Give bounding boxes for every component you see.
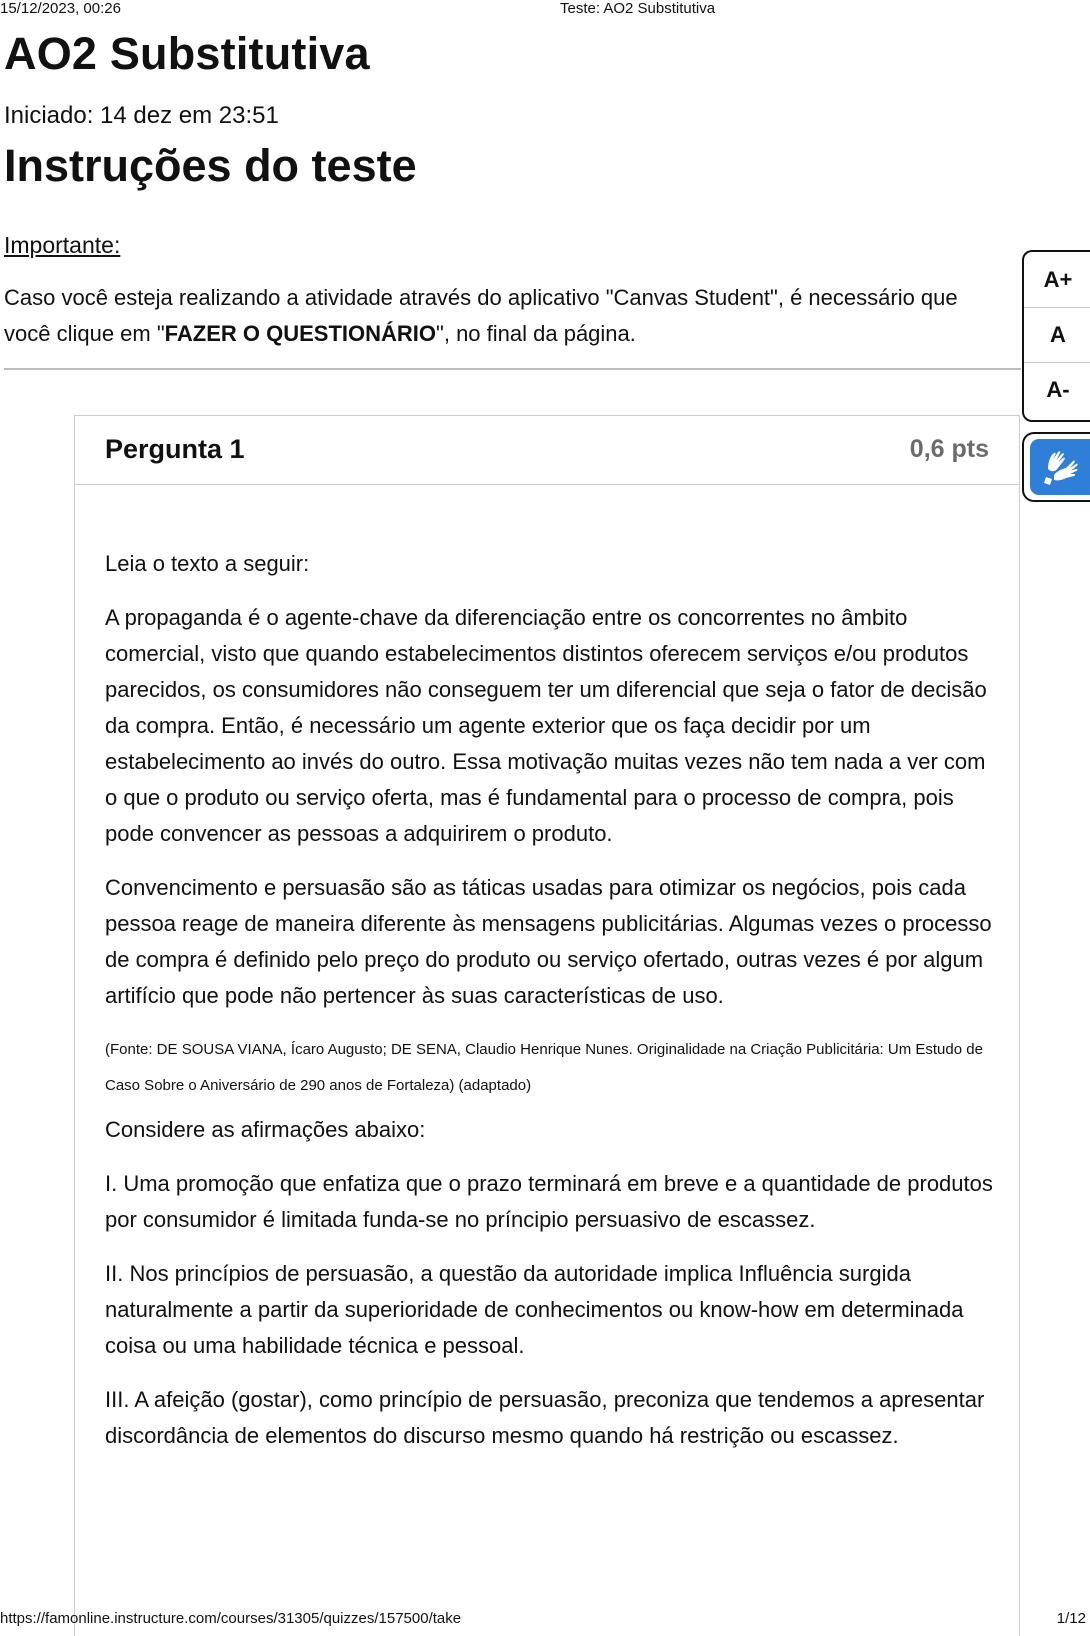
question-name: Pergunta 1 [105, 434, 245, 464]
print-page-number: 1/12 [1056, 1610, 1086, 1627]
started-timestamp: Iniciado: 14 dez em 23:51 [4, 102, 279, 129]
question-points: 0,6 pts [909, 435, 989, 463]
sign-language-hands-icon [1042, 447, 1080, 487]
instructions-line-2-post: ", no final da página. [436, 321, 636, 346]
question-card [74, 415, 1020, 1636]
vlibras-button[interactable] [1022, 432, 1090, 502]
page-title: AO2 Substitutiva [4, 28, 370, 79]
question-statement-2: II. Nos princípios de persuasão, a questão da autoridade implica Influência surgida naturalmente a partir da superioridade de conhecimentos ou know-how em determinada coisa ou uma habilidade técnica e pessoal. [105, 1261, 964, 1358]
question-statement-1: I. Uma promoção que enfatiza que o prazo terminará em breve e a quantidade de produtos por consumidor é limitada funda-se no príncipio persuasivo de escassez. [105, 1171, 993, 1232]
decrease-font-button[interactable]: A- [1046, 377, 1070, 402]
instructions-divider [4, 368, 1021, 370]
question-consider: Considere as afirmações abaixo: [105, 1117, 426, 1142]
question-paragraph-2: Convencimento e persuasão são as táticas usadas para otimizar os negócios, pois cada pessoa reage de maneira diferente às mensagens publicitárias. Algumas vezes o processo de compra é definido pelo preço do produto ou serviço ofertado, outras vezes é por algum artifício que pode não pertencer às suas características de uso. [105, 875, 992, 1008]
font-size-panel [1022, 250, 1090, 422]
instructions-text [4, 280, 1024, 352]
instructions-line-1: Caso você esteja realizando a atividade através do aplicativo "Canvas Student", é necessário que [4, 285, 958, 310]
take-quiz-emphasis: FAZER O QUESTIONÁRIO [164, 321, 437, 346]
important-label: Importante: [4, 232, 121, 258]
question-statement-3: III. A afeição (gostar), como princípio de persuasão, preconiza que tendemos a apresentar discordância de elementos do discurso mesmo quando há restrição ou escassez. [105, 1387, 985, 1448]
print-tab-title: Teste: AO2 Substitutiva [560, 0, 716, 17]
instructions-line-2 [4, 316, 1024, 352]
reset-font-button[interactable]: A [1024, 308, 1090, 363]
question-intro: Leia o texto a seguir: [105, 551, 310, 576]
vlibras-button-face[interactable] [1030, 439, 1090, 495]
print-datetime: 15/12/2023, 00:26 [0, 0, 121, 17]
print-url: https://famonline.instructure.com/courses/31305/quizzes/157500/take [0, 1610, 462, 1627]
print-footer [0, 1610, 1090, 1628]
question-header [75, 416, 1019, 485]
increase-font-button[interactable]: A+ [1024, 253, 1090, 308]
question-paragraph-1: A propaganda é o agente-chave da diferenciação entre os concorrentes no âmbito comercial, visto que quando estabelecimentos distintos oferecem serviços e/ou produtos parecidos, os consumidores não conseguem ter um diferencial que seja o fator de decisão da compra. Então, é necessário um agente exterior que os faça decidir por um estabelecimento ao invés do outro. Essa motivação muitas vezes não tem nada a ver com o que o produto ou serviço oferta, mas é fundamental para o processo de compra, pois pode convencer as pessoas a adquirirem o produto. [105, 605, 987, 846]
question-source: (Fonte: DE SOUSA VIANA, Ícaro Augusto; DE SENA, Claudio Henrique Nunes. Originalidade na Criação Publicitária: Um Estudo de Caso Sobre o Aniversário de 290 anos de Fortaleza) (adaptado) [105, 1041, 983, 1094]
instructions-title: Instruções do teste [4, 140, 417, 191]
instructions-line-2-pre: você clique em " [4, 321, 165, 346]
question-text [105, 546, 995, 1472]
print-header [0, 0, 1090, 16]
